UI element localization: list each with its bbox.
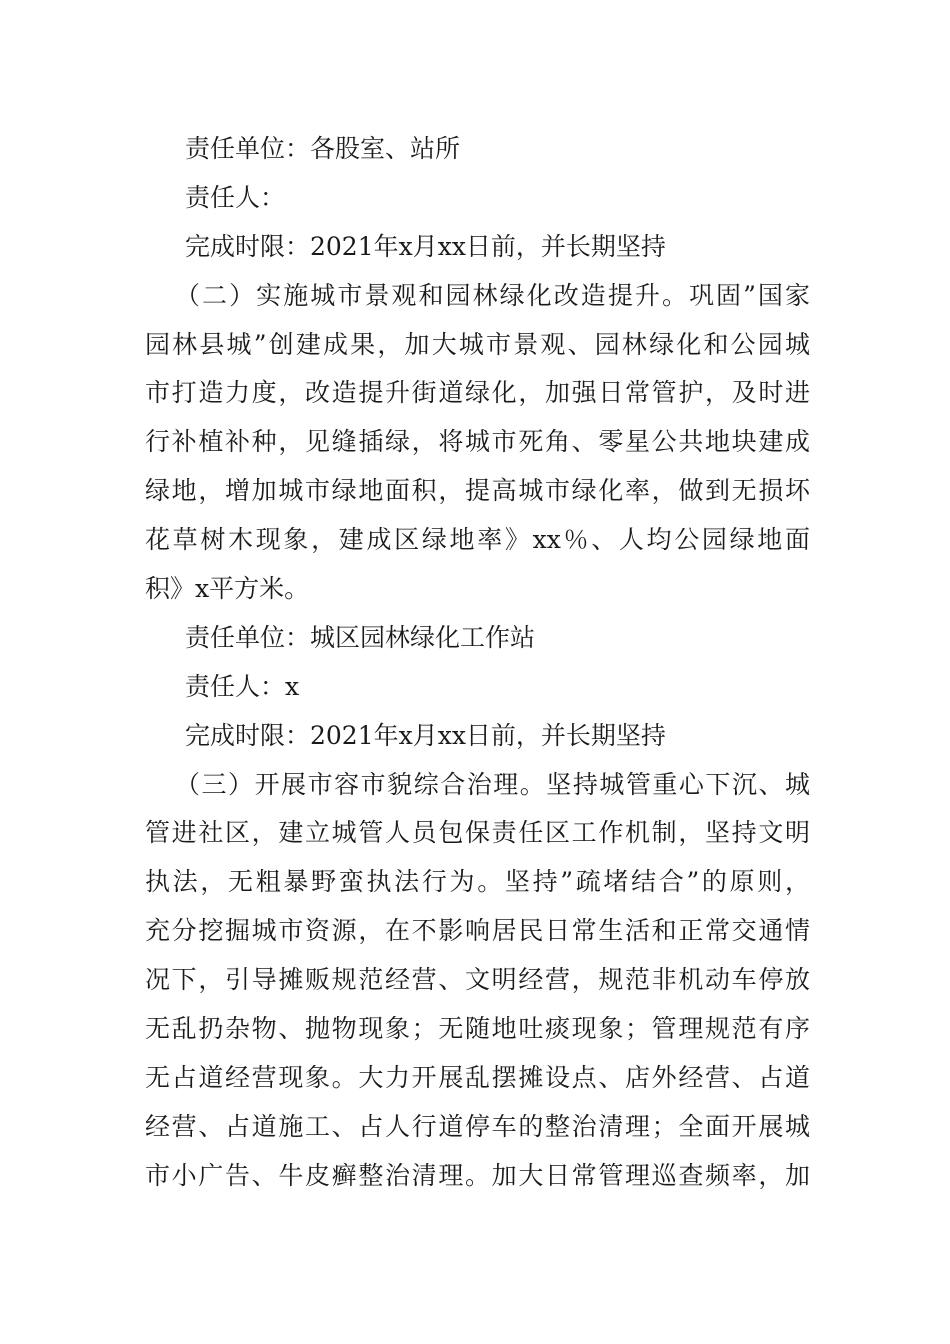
section-3-body-line: 无占道经营现象。大力开展乱摆摊设点、店外经营、占道 [145,1062,810,1092]
deadline-line-1: 完成时限：2021年x月xx日前，并长期坚持 [185,231,666,261]
deadline-line-2: 完成时限：2021年x月xx日前，并长期坚持 [185,720,666,750]
section-3-body-line: 市小广告、牛皮癣整治清理。加大日常管理巡查频率，加 [145,1160,810,1190]
section-2-body-line: 行补植补种，见缝插绿，将城市死角、零星公共地块建成 [145,427,810,457]
section-2-body-line: 花草树木现象，建成区绿地率》xx％、人均公园绿地面 [145,525,810,555]
section-3-body-line: 管进社区，建立城管人员包保责任区工作机制，坚持文明 [145,818,810,848]
section-2-body-line: 园林县城”创建成果，加大城市景观、园林绿化和公园城 [145,329,810,359]
section-3-heading-line: （三）开展市容市貌综合治理。坚持城管重心下沉、城 [175,769,810,799]
responsible-unit-line-1: 责任单位：各股室、站所 [185,134,461,163]
section-2-body-line: 积》x平方米。 [145,574,310,604]
section-3-body-line: 况下，引导摊贩规范经营、文明经营，规范非机动车停放 [145,965,810,995]
section-2-body-line: 绿地，增加城市绿地面积，提高城市绿化率，做到无损坏 [145,476,810,506]
responsible-unit-line-2: 责任单位：城区园林绿化工作站 [185,622,536,652]
section-2-heading-line: （二）实施城市景观和园林绿化改造提升。巩固”国家 [175,280,810,310]
section-3-body-line: 经营、占道施工、占人行道停车的整治清理；全面开展城 [145,1111,810,1141]
responsible-person-line-2: 责任人：x [185,671,300,701]
section-2-body-line: 市打造力度，改造提升街道绿化，加强日常管护，及时进 [145,378,810,408]
section-3-body-line: 执法，无粗暴野蛮执法行为。坚持”疏堵结合”的原则， [145,867,810,897]
responsible-person-line-1: 责任人： [185,182,286,212]
section-3-body-line: 无乱扔杂物、抛物现象；无随地吐痰现象；管理规范有序 [145,1014,810,1044]
section-3-body-line: 充分挖掘城市资源，在不影响居民日常生活和正常交通情 [145,916,810,946]
document-body [145,125,810,1201]
